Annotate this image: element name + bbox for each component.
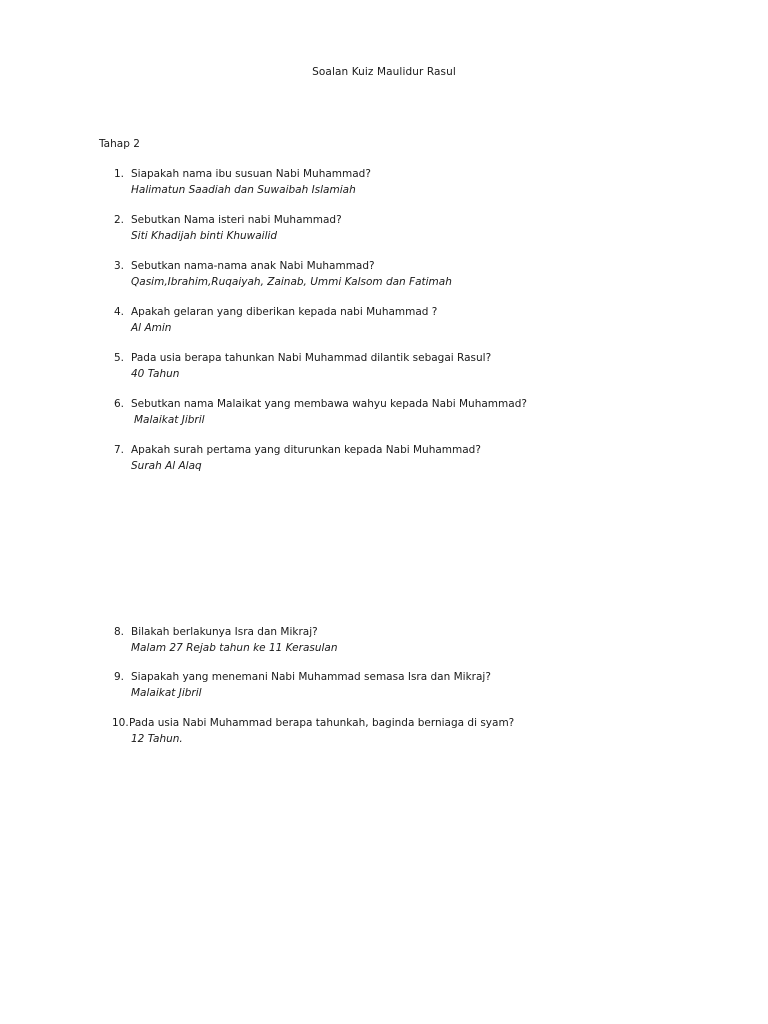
question-text: Bilakah berlakunya Isra dan Mikraj? [131, 626, 318, 638]
item-number: 10. [112, 717, 129, 729]
question-text: Pada usia Nabi Muhammad berapa tahunkah, baginda berniaga di syam? [129, 717, 515, 729]
question-text: Apakah surah pertama yang diturunkan kepada Nabi Muhammad? [131, 444, 481, 456]
item-number: 7. [114, 444, 125, 456]
question-text: Sebutkan Nama isteri nabi Muhammad? [131, 214, 342, 226]
item-number: 8. [114, 626, 125, 638]
quiz-item [114, 305, 714, 336]
question-text: Siapakah nama ibu susuan Nabi Muhammad? [131, 168, 371, 180]
answer-text: Al Amin [131, 321, 172, 334]
quiz-item [114, 443, 714, 474]
quiz-item [114, 625, 714, 656]
answer-text: 40 Tahun [131, 367, 180, 380]
answer-text: Surah Al Alaq [131, 459, 202, 472]
quiz-item [114, 259, 714, 290]
section-heading: Tahap 2 [99, 138, 140, 150]
item-number: 6. [114, 398, 125, 410]
item-number: 5. [114, 352, 125, 364]
answer-text: Siti Khadijah binti Khuwailid [131, 229, 278, 242]
item-number: 4. [114, 306, 125, 318]
answer-text: 12 Tahun. [131, 732, 183, 745]
item-number: 1. [114, 168, 125, 180]
quiz-item [114, 167, 714, 198]
answer-text: Malam 27 Rejab tahun ke 11 Kerasulan [131, 641, 338, 654]
answer-text: Halimatun Saadiah dan Suwaibah Islamiah [131, 183, 356, 196]
quiz-item [114, 397, 714, 428]
document-title: Soalan Kuiz Maulidur Rasul [312, 66, 456, 78]
quiz-item [114, 670, 714, 701]
item-number: 9. [114, 671, 125, 683]
question-text: Siapakah yang menemani Nabi Muhammad semasa Isra dan Mikraj? [131, 671, 491, 683]
question-text: Sebutkan nama Malaikat yang membawa wahyu kepada Nabi Muhammad? [131, 398, 527, 410]
quiz-item [114, 716, 714, 747]
question-text: Pada usia berapa tahunkan Nabi Muhammad dilantik sebagai Rasul? [131, 352, 492, 364]
question-text: Apakah gelaran yang diberikan kepada nabi Muhammad ? [131, 306, 438, 318]
answer-text: Malaikat Jibril [134, 413, 205, 426]
item-number: 3. [114, 260, 125, 272]
answer-text: Qasim,Ibrahim,Ruqaiyah, Zainab, Ummi Kalsom dan Fatimah [131, 275, 452, 288]
quiz-item [114, 351, 714, 382]
answer-text: Malaikat Jibril [131, 686, 202, 699]
question-text: Sebutkan nama-nama anak Nabi Muhammad? [131, 260, 375, 272]
item-number: 2. [114, 214, 125, 226]
quiz-item [114, 213, 714, 244]
